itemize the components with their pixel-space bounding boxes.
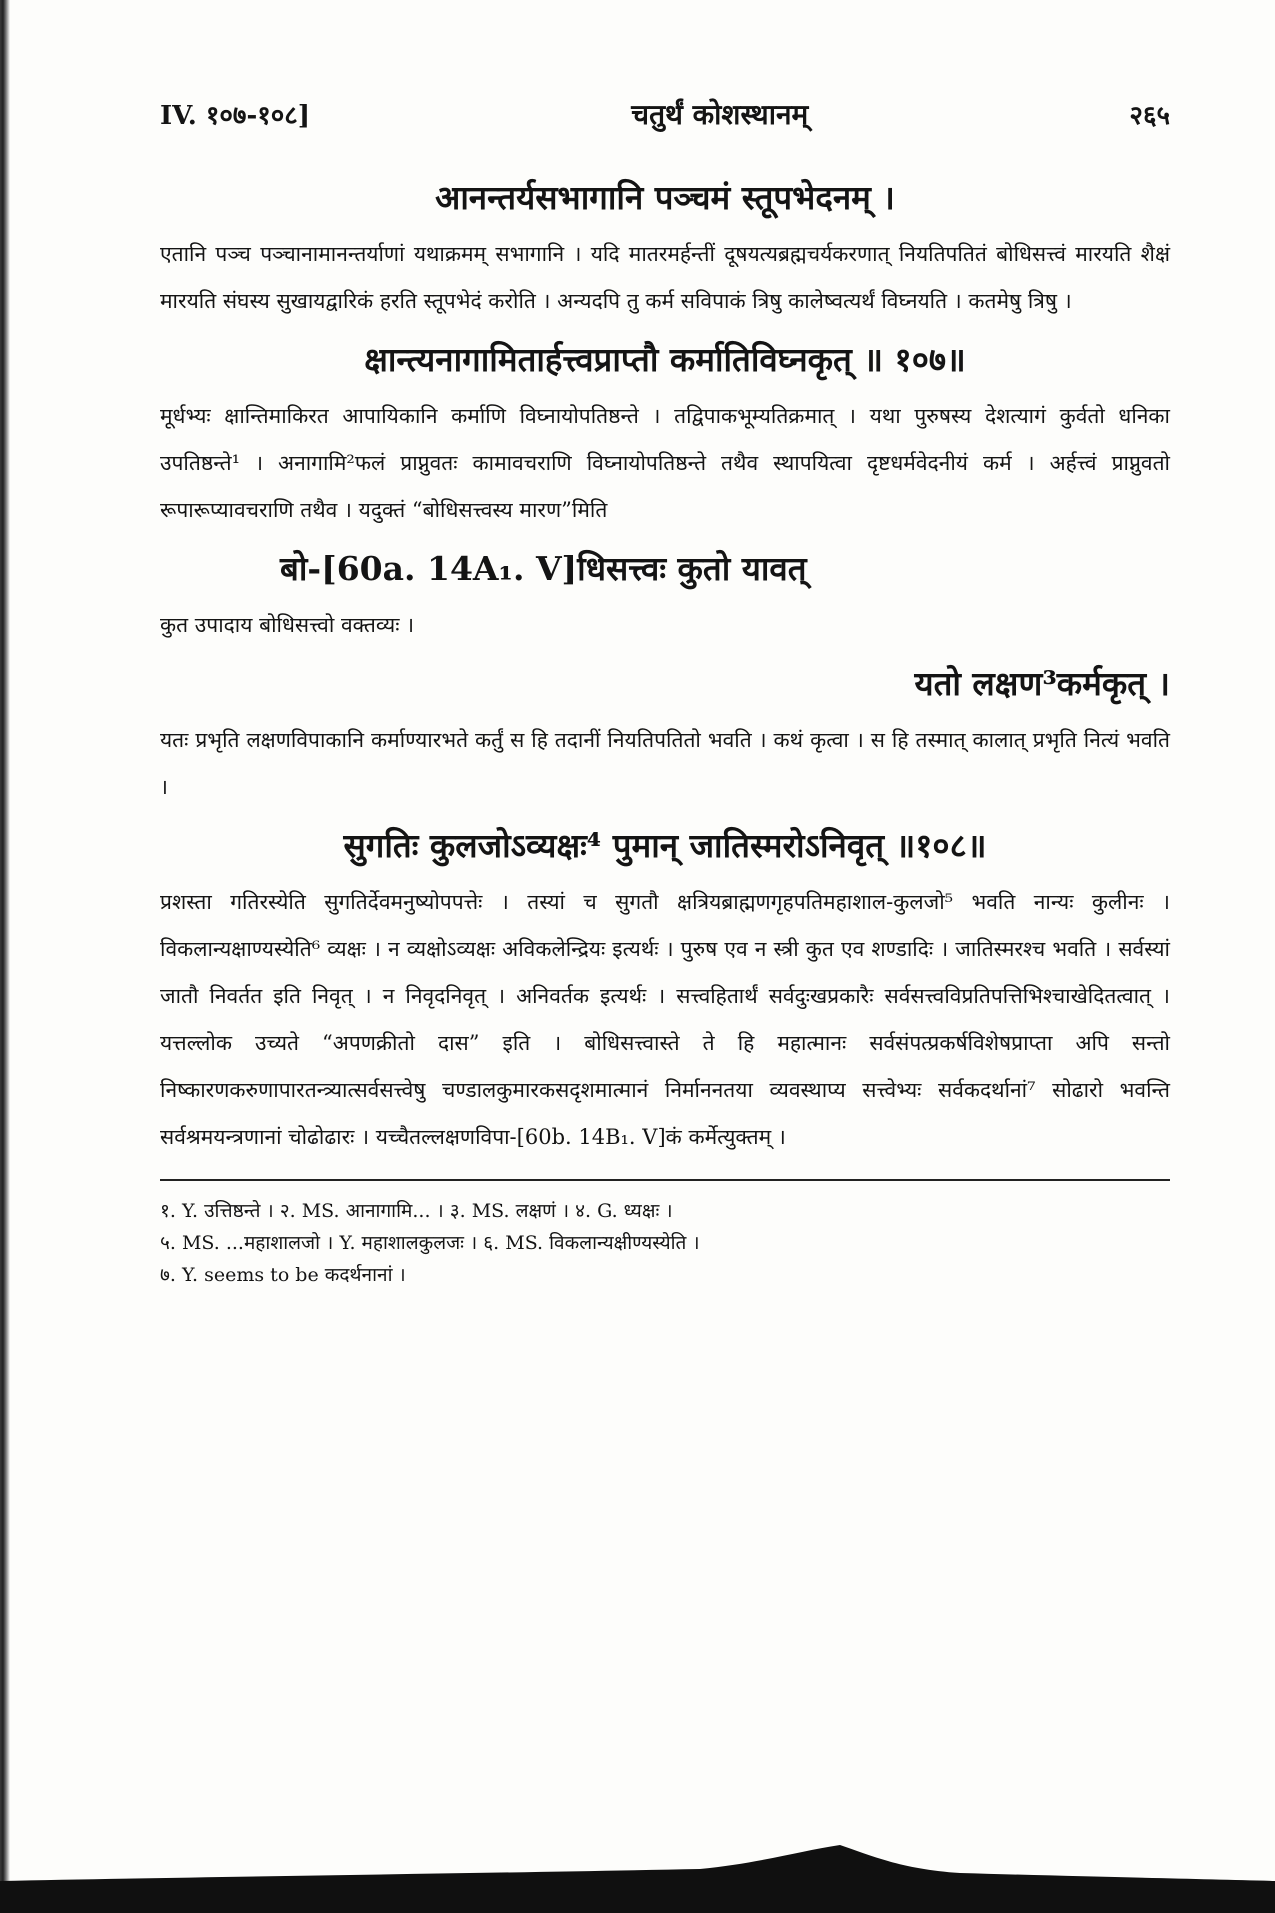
header-page-number: २६५ <box>1129 101 1170 131</box>
header-chapter-title: चतुर्थं कोशस्थानम् <box>631 98 809 131</box>
commentary-paragraph: यतः प्रभृति लक्षणविपाकानि कर्माण्यारभते कर्तुं स हि तदानीं नियतिपतितो भवति । कथं कृत्वा । स हि तस्मात् कालात् प्रभृति नित्यं भवति । <box>160 728 1170 799</box>
footnote-line: ५. MS. ...महाशालजो । Y. महाशालकुलजः । ६. MS. विकलान्यक्षीण्यस्येति । <box>160 1232 700 1254</box>
scan-shadow <box>0 1843 1275 1913</box>
running-header <box>160 95 1170 145</box>
verse-heading: यतो लक्षण³कर्मकृत् । <box>914 664 1170 703</box>
verse-heading: क्षान्त्यनागामितार्हत्त्वप्राप्तौ कर्मातिविघ्नकृत् ॥ १०७॥ <box>364 340 966 379</box>
commentary-paragraph: मूर्धभ्यः क्षान्तिमाकिरत आपायिकानि कर्माणि विघ्नायोपतिष्ठन्ते । तद्विपाकभूम्यतिक्रमात् । यथा पुरुषस्य देशत्यागं कुर्वतो धनिका उपतिष्ठन्ते¹ । अनागामि²फलं प्राप्नुवतः कामावचराणि विघ्नायोपतिष्ठन्ते तथैव स्थापयित्वा दृष्टधर्मवेदनीयं कर्म । अर्हत्त्वं प्राप्नुवतो रूपारूप्यावचराणि तथैव । यदुक्तं “बोधिसत्त्वस्य मारण”मिति <box>160 404 1170 522</box>
verse-heading: सुगतिः कुलजोऽव्यक्षः⁴ पुमान् जातिस्मरोऽनिवृत् ॥१०८॥ <box>343 826 987 865</box>
commentary-paragraph: प्रशस्ता गतिरस्येति सुगतिर्देवमनुष्योपपत्तेः । तस्यां च सुगतौ क्षत्रियब्राह्मणगृहपतिमहाशाल-कुलजो⁵ भवति नान्यः कुलीनः । विकलान्यक्षाण्यस्येति⁶ व्यक्षः । न व्यक्षोऽव्यक्षः अविकलेन्द्रियः इत्यर्थः । पुरुष एव न स्त्री कुत एव शण्डादिः । जातिस्मरश्च भवति । सर्वस्यां जातौ निवर्तत इति निवृत् । न निवृदनिवृत् । अनिवर्तक इत्यर्थः । सत्त्वहितार्थं सर्वदुःखप्रकारैः सर्वसत्त्वविप्रतिपत्तिभिश्चाखेदितत्वात् । यत्तल्लोक उच्यते “अपणक्रीतो दास” इति । बोधिसत्त्वास्ते ते हि महात्मानः सर्वसंपत्प्रकर्षविशेषप्राप्ता अपि सन्तो निष्कारणकरुणापारतन्त्र्यात्सर्वसत्त्वेषु चण्डालकुमारकसदृशमात्मानं निर्माननतया व्यवस्थाप्य सत्त्वेभ्यः सर्वकदर्थानां⁷ सोढारो भवन्ति सर्वश्रमयन्त्रणानां चोढोढारः । यच्चैतल्लक्षणविपा-[60b. 14B₁. V]कं कर्मेत्युक्तम् । <box>160 890 1170 1149</box>
footnotes <box>160 1195 1170 1291</box>
footnote-line: ७. Y. seems to be कदर्थनानां । <box>160 1264 406 1286</box>
commentary-paragraph: कुत उपादाय बोधिसत्त्वो वक्तव्यः । <box>160 613 415 637</box>
page-binding-edge <box>0 0 10 1913</box>
book-page <box>160 95 1170 1291</box>
verse-heading: आनन्तर्यसभागानि पञ्चमं स्तूपभेदनम् । <box>435 178 895 217</box>
header-section-ref: IV. १०७-१०८] <box>160 101 311 131</box>
commentary-paragraph: एतानि पञ्च पञ्चानामानन्तर्याणां यथाक्रमम् सभागानि । यदि मातरमर्हन्तीं दूषयत्यब्रह्मचर्यकरणात् नियतिपतितं बोधिसत्त्वं मारयति शैक्षं मारयति संघस्य सुखायद्वारिकं हरति स्तूपभेदं करोति । अन्यदपि तु कर्म सविपाकं त्रिषु कालेष्वत्यर्थं विघ्नयति । कतमेषु त्रिषु । <box>160 242 1170 313</box>
scan-shadow-shape <box>0 1843 1275 1913</box>
footnote-divider <box>160 1179 1170 1181</box>
verse-heading: बो-[60a. 14A₁. V]धिसत्त्वः कुतो यावत् <box>280 549 807 588</box>
footnote-line: १. Y. उत्तिष्ठन्ते । २. MS. आनागामि... । ३. MS. लक्षणं । ४. G. ध्यक्षः । <box>160 1200 673 1222</box>
